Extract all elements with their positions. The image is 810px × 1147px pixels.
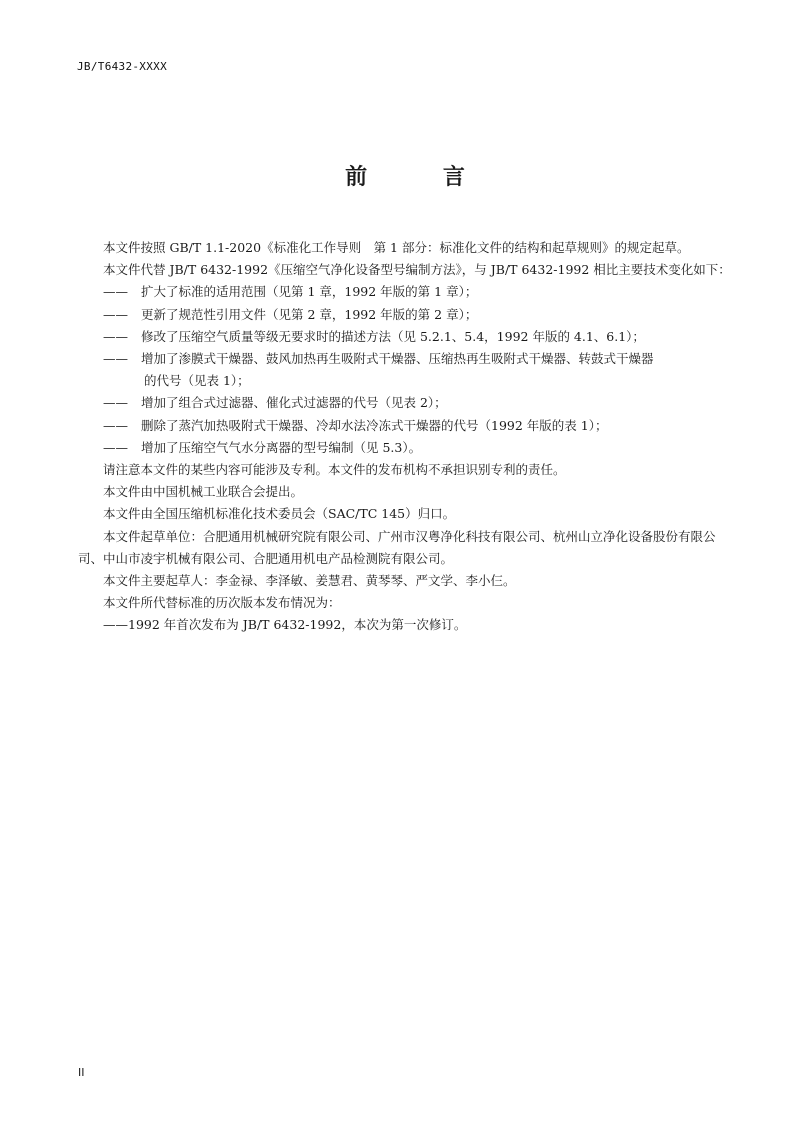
change-item xyxy=(78,392,738,414)
paragraph-history-item: ——1992 年首次发布为 JB/T 6432-1992，本次为第一次修订。 xyxy=(103,617,467,633)
change-item-continuation: 的代号（见表 1）； xyxy=(144,373,250,389)
change-item xyxy=(78,415,738,437)
foreword-body xyxy=(78,237,738,637)
dash-marker: —— xyxy=(103,417,128,433)
dash-marker: —— xyxy=(103,284,128,300)
change-text: 增加了压缩空气气水分离器的型号编制（见 5.3）。 xyxy=(141,439,422,455)
paragraph-replacement: 本文件代替 JB/T 6432-1992《压缩空气净化设备型号编制方法》，与 JB/T 6432-1992 相比主要技术变化如下： xyxy=(103,262,731,278)
dash-marker: —— xyxy=(103,328,128,344)
paragraph-proposer: 本文件由中国机械工业联合会提出。 xyxy=(103,484,304,500)
paragraph-drafters: 本文件主要起草人：李金禄、李泽敏、姜慧君、黄琴琴、严文学、李小仨。 xyxy=(103,573,516,589)
paragraph-drafting-units: 本文件起草单位：合肥通用机械研究院有限公司、广州市汉粤净化科技有限公司、杭州山立净化设备股份有限公司、中山市凌宇机械有限公司、合肥通用机电产品检测院有限公司。 xyxy=(78,528,716,566)
page-number: II xyxy=(78,1066,85,1079)
paragraph-drafting-basis: 本文件按照 GB/T 1.1-2020《标准化工作导则 第 1 部分：标准化文件的结构和起草规则》的规定起草。 xyxy=(103,240,690,255)
change-item xyxy=(78,304,738,326)
dash-marker: —— xyxy=(103,306,128,322)
change-text: 增加了组合式过滤器、催化式过滤器的代号（见表 2）； xyxy=(141,395,447,411)
change-text: 扩大了标准的适用范围（见第 1 章，1992 年版的第 1 章）； xyxy=(141,284,478,300)
paragraph-committee: 本文件由全国压缩机标准化技术委员会（SAC/TC 145）归口。 xyxy=(103,506,456,522)
change-item xyxy=(78,326,738,348)
dash-marker: —— xyxy=(103,395,128,411)
paragraph-history-intro: 本文件所代替标准的历次版本发布情况为： xyxy=(103,595,341,611)
dash-marker: —— xyxy=(103,439,128,455)
page-title: 前 言 xyxy=(345,165,499,190)
paragraph-patent-notice: 请注意本文件的某些内容可能涉及专利。本文件的发布机构不承担识别专利的责任。 xyxy=(103,462,566,478)
document-code: JB/T6432-XXXX xyxy=(77,60,167,73)
change-text: 增加了渗膜式干燥器、鼓风加热再生吸附式干燥器、压缩热再生吸附式干燥器、转鼓式干燥器 xyxy=(141,351,654,367)
dash-marker: —— xyxy=(103,351,128,367)
change-text: 修改了压缩空气质量等级无要求时的描述方法（见 5.2.1、5.4，1992 年版的 4.1、6.1）； xyxy=(141,328,645,344)
change-text: 删除了蒸汽加热吸附式干燥器、冷却水法冷冻式干燥器的代号（1992 年版的表 1）； xyxy=(141,417,608,433)
change-item xyxy=(78,281,738,303)
change-item xyxy=(78,348,738,370)
change-item xyxy=(78,437,738,459)
change-text: 更新了规范性引用文件（见第 2 章，1992 年版的第 2 章）； xyxy=(141,306,478,322)
